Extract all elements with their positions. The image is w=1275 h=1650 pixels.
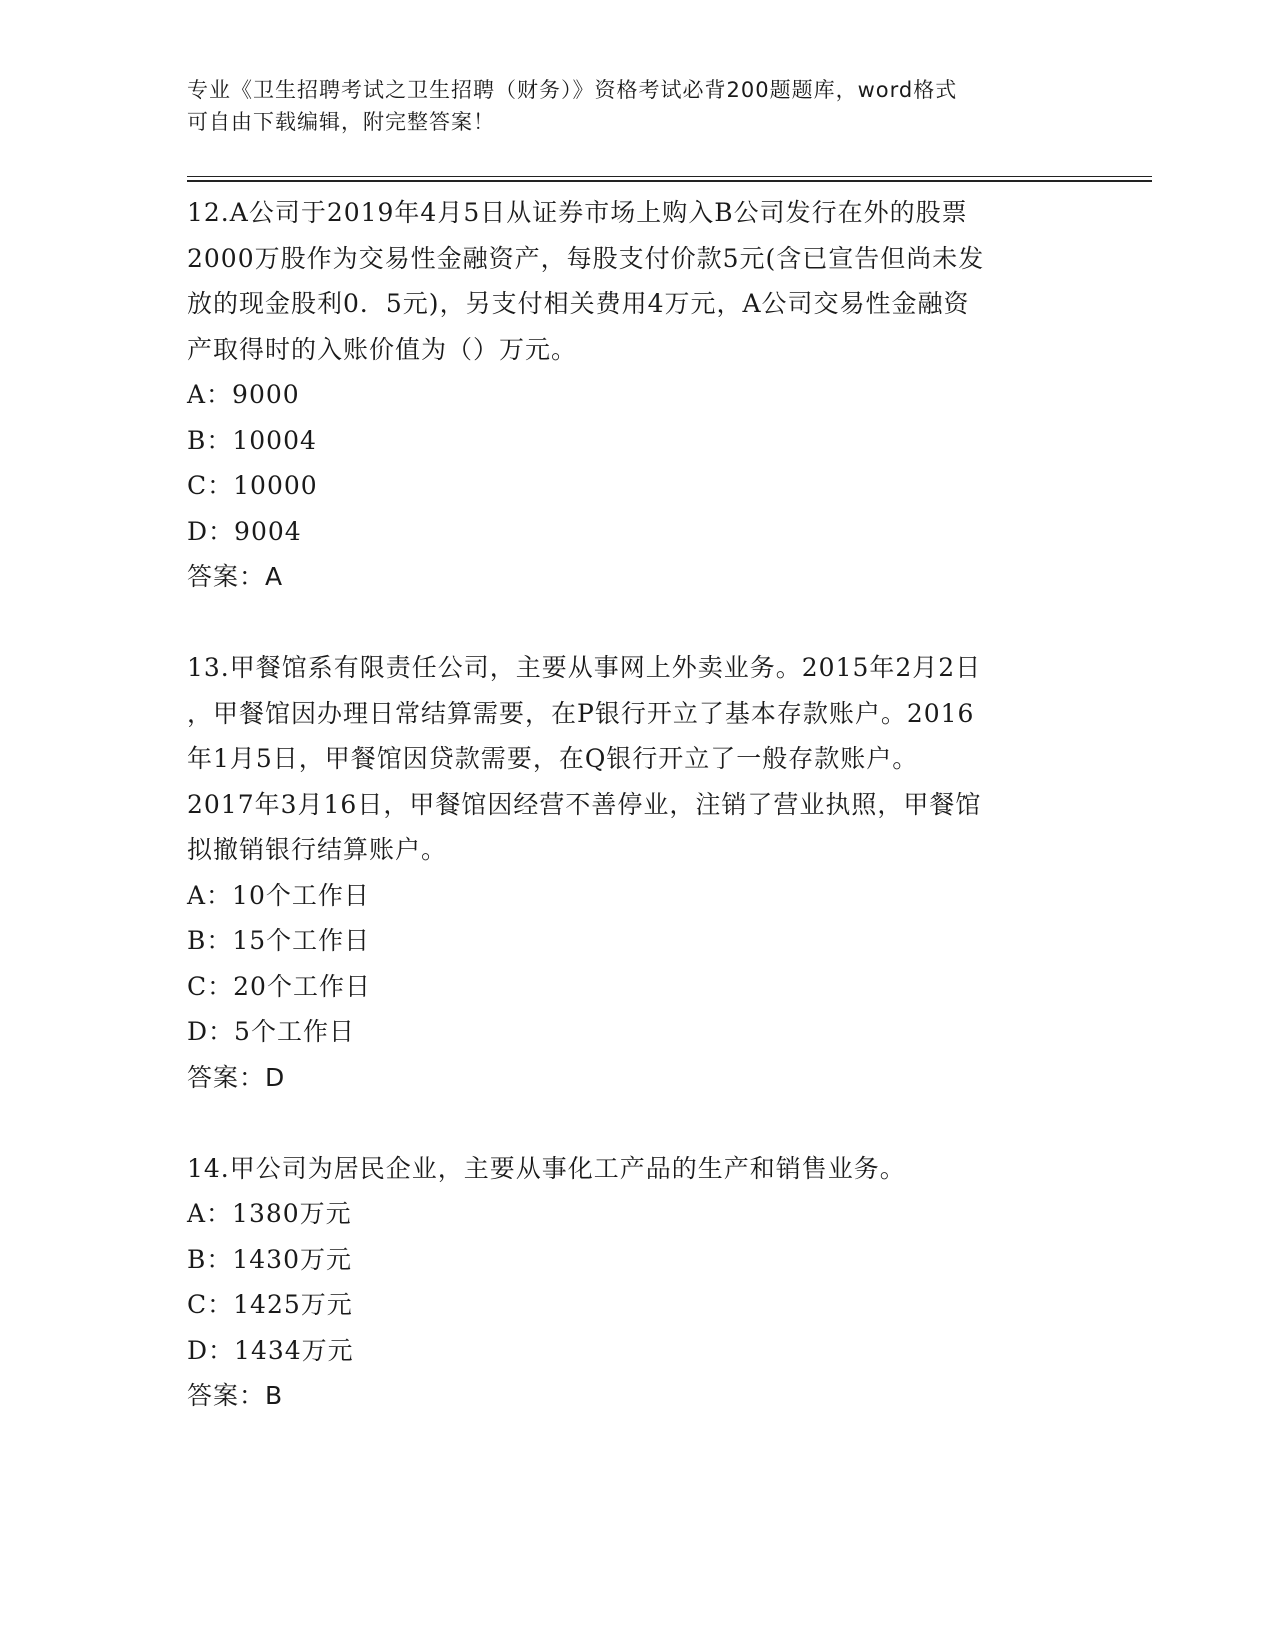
question-list	[187, 190, 1087, 1419]
option-d: D：5个工作日	[187, 1017, 355, 1046]
question-spacer	[187, 1100, 1087, 1146]
answer-line: 答案：D	[187, 1062, 286, 1092]
header-divider-thick	[187, 180, 1152, 182]
answer-line: 答案：A	[187, 562, 284, 591]
question-text-line: 14.甲公司为居民企业，主要从事化工产品的生产和销售业务。	[187, 1153, 906, 1183]
option-b: B：10004	[187, 425, 317, 455]
question-text-line: 拟撤销银行结算账户。	[187, 835, 448, 864]
question-block	[187, 1146, 1087, 1419]
option-c: C：1425万元	[187, 1290, 353, 1319]
question-block	[187, 190, 1087, 600]
option-c: C：10000	[187, 471, 318, 500]
header-divider-thin	[187, 176, 1152, 177]
option-c: C：20个工作日	[187, 971, 371, 1001]
question-text-line: 放的现金股利0．5元)，另支付相关费用4万元，A公司交易性金融资	[187, 289, 970, 318]
header-line-1: 专业《卫生招聘考试之卫生招聘（财务）》资格考试必背200题题库，word格式	[187, 78, 958, 102]
option-d: D：1434万元	[187, 1335, 354, 1365]
header-line-2: 可自由下载编辑，附完整答案！	[187, 110, 495, 134]
document-header	[187, 74, 1087, 138]
option-b: B：1430万元	[187, 1244, 352, 1274]
question-text-line: ，甲餐馆因办理日常结算需要，在P银行开立了基本存款账户。2016	[187, 698, 975, 728]
option-a: A：9000	[187, 380, 300, 409]
question-text-line: 12.A公司于2019年4月5日从证券市场上购入B公司发行在外的股票	[187, 198, 968, 227]
answer-line: 答案：B	[187, 1381, 284, 1410]
question-text-line: 年1月5日，甲餐馆因贷款需要，在Q银行开立了一般存款账户。	[187, 744, 919, 773]
option-d: D：9004	[187, 516, 302, 546]
question-text-line: 2000万股作为交易性金融资产，每股支付价款5元(含已宣告但尚未发	[187, 243, 985, 273]
question-spacer	[187, 600, 1087, 646]
question-text-line: 13.甲餐馆系有限责任公司，主要从事网上外卖业务。2015年2月2日	[187, 653, 982, 682]
question-text-line: 2017年3月16日，甲餐馆因经营不善停业，注销了营业执照，甲餐馆	[187, 789, 982, 819]
option-b: B：15个工作日	[187, 926, 371, 955]
option-a: A：1380万元	[187, 1199, 352, 1228]
question-block	[187, 645, 1087, 1100]
option-a: A：10个工作日	[187, 880, 370, 910]
question-text-line: 产取得时的入账价值为（）万元。	[187, 334, 578, 364]
